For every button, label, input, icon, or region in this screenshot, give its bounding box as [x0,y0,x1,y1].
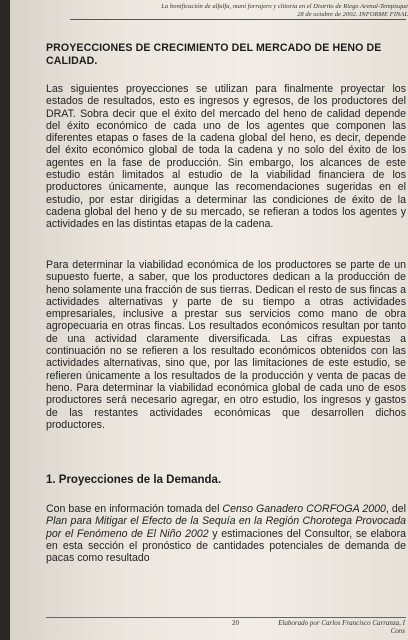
footer-divider [46,617,406,618]
footer-credit-line2: Cons [390,627,405,635]
italic-source-plan: Plan para Mitigar el Efecto de la Sequía en la Región Chorotega Provocada por el Fenómeno de El Niño 2002 [46,515,406,540]
paragraph-demand [46,503,406,564]
paragraph-intro: Las siguientes proyecciones se utilizan para finalmente proyectar los estados de resultados, esto es ingresos y egresos, de los productores del DRAT. Sobra decir que el éxito del mercado del heno de calidad depende del éxito económico de cada uno de los agentes que componen las diferentes etapas o fases de la cadena global del heno, es decir, depende del éxito económico global de toda la cadena y no solo del éxito de los agentes en la fase de producción. Sin embargo, los alcances de este estudio están limitados al estudio de la viabilidad financiera de los productores únicamente, aunque las recomendaciones sugeridas en el estudio, por estar dirigidas a determinar las condiciones de éxito de la cadena global del heno y de su mercado, se refieran a todos los agentes y actividades en las distintas etapas de la cadena. [46,83,406,231]
paragraph-viability: Para determinar la viabilidad económica de los productores se parte de un supuesto fuerte, a saber, que los productores dedican a la producción de heno solamente una fracción de sus tierras. Dedican el resto de sus fincas a actividades alternativas y parte de su tiempo a otras actividades empresariales, inclusive a prestar sus servicios como mano de obra agropecuaria en otras fincas. Los resultados económicos resultan por tanto de una actividad claramente diversificada. Las cifras expuestas a continuación no se refieren a los resultado económicos obtenidos con las actividades alternativas, sino que, por las limitaciones de este estudio, se refieren únicamente a los resultados de la producción y venta de pacas de heno. Para determinar la viabilidad económica global de cada uno de esos productores será necesario agregar, en otro estudio, los ingresos y gastos de las restantes actividades económicas que desarrollen dichos productores. [46,259,406,431]
text-run: Con base en información tomada del [46,503,223,515]
footer-credit-line1: Elaborado por Carlos Francisco Carranza, I [278,619,405,627]
text-run: , del [385,503,406,515]
header-divider [70,19,406,20]
text-run: y estimaciones del Consultor, se elabora en esta sección el pronóstico de cantidades potenciales de demanda de pacas como resultado [46,527,406,565]
subheading-demand-projections: 1. Proyecciones de la Demanda. [46,474,222,486]
header-date: 28 de octubre de 2002. INFORME FINAL [297,10,408,18]
header-title: La bonificación de alfalfa, maní forrajero y clitoria en el Distrito de Riego Arenal-Tempisque [161,3,408,10]
italic-source-census: Censo Ganadero CORFOGA 2000 [222,503,386,515]
footer-credit [255,619,405,635]
page-number: 20 [232,619,239,627]
running-header [66,3,408,18]
document-page [10,0,408,640]
section-title: PROYECCIONES DE CRECIMIENTO DEL MERCADO DE HENO DE CALIDAD. [46,42,382,67]
